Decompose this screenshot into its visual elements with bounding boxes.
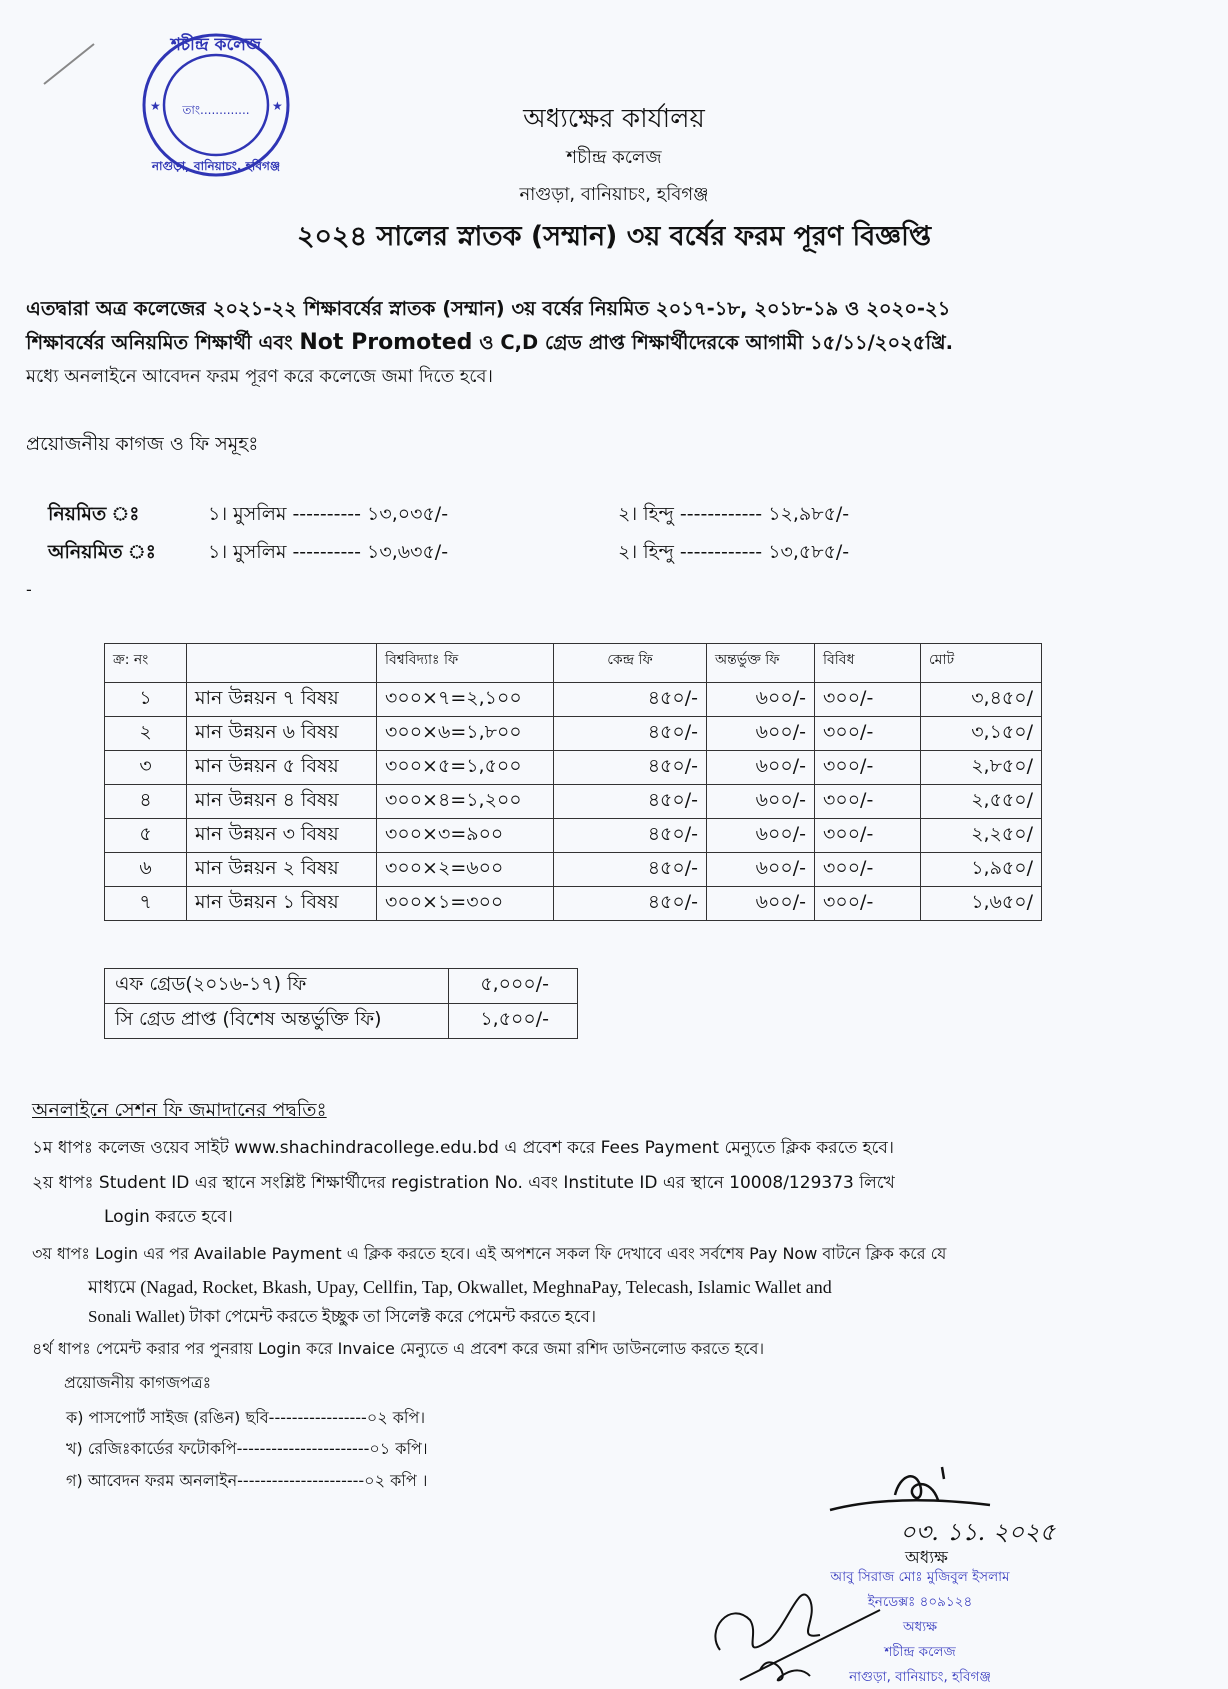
cell-center-fee: ৪৫০/-: [554, 683, 707, 717]
notice-line-1: এতদ্বারা অত্র কলেজের ২০২১-২২ শিক্ষাবর্ষের স্নাতক (সম্মান) ৩য় বর্ষের নিয়মিত ২০১৭-১৮, ২০১৮-১৯ ও ২০২০-২১: [26, 297, 951, 320]
cell-misc-fee: ৩০০/-: [815, 751, 921, 785]
cell-misc-fee: ৩০০/-: [815, 887, 921, 921]
notice-body: [26, 292, 1086, 394]
cell-subject: মান উন্নয়ন ৫ বিষয়: [187, 751, 377, 785]
cell-center-fee: ৪৫০/-: [554, 887, 707, 921]
cell-inclusion-fee: ৬০০/-: [707, 887, 815, 921]
fee-hindu: ২। হিন্দু ------------ ১২,৯৮৫/-: [618, 503, 850, 525]
fee-table: [104, 643, 1042, 921]
cell-inclusion-fee: ৬০০/-: [707, 751, 815, 785]
office-heading: অধ্যক্ষের কার্যালয়: [523, 104, 705, 134]
notice-line-2: [26, 326, 1086, 360]
cell-misc-fee: ৩০০/-: [815, 785, 921, 819]
stamp-line: আবু সিরাজ মোঃ মুজিবুল ইসলাম: [830, 1569, 1010, 1585]
cell-subject: মান উন্নয়ন ১ বিষয়: [187, 887, 377, 921]
cell-inclusion-fee: ৬০০/-: [707, 717, 815, 751]
cell-inclusion-fee: ৬০০/-: [707, 819, 815, 853]
cell-center-fee: ৪৫০/-: [554, 785, 707, 819]
cell-university-fee: ৩০০×৬=১,৮০০: [377, 717, 554, 751]
stamp-line: ইনডেক্সঃ ৪০৯১২৪: [867, 1594, 973, 1610]
header-total: মোট: [921, 644, 1042, 683]
document-item: খ) রেজিঃকার্ডের ফটোকপি-----------------------০১ কপি।: [66, 1439, 428, 1458]
cell-university-fee: ৩০০×৫=১,৫০০: [377, 751, 554, 785]
payment-step-4: ৪র্থ ধাপঃ পেমেন্ট করার পর পুনরায় Login করে Invaice মেন্যুতে এ প্রবেশ করে জমা রশিদ ডাউনলোড করতে হবে।: [32, 1339, 765, 1358]
cell-total: ১,৯৫০/: [921, 853, 1042, 887]
payment-step-1: ১ম ধাপঃ কলেজ ওয়েব সাইট www.shachindracollege.edu.bd এ প্রবেশ করে Fees Payment মেন্যুতে ক্লিক করতে হবে।: [32, 1138, 894, 1158]
payment-step-3-cont: Sonali Wallet) টাকা পেমেন্ট করতে ইচ্ছুক তা সিলেক্ট করে পেমেন্ট করতে হবে।: [88, 1307, 597, 1326]
notice-line-3: মধ্যে অনলাইনে আবেদন ফরম পূরণ করে কলেজে জমা দিতে হবে।: [26, 366, 493, 387]
cell-subject: মান উন্নয়ন ৬ বিষয়: [187, 717, 377, 751]
cell-university-fee: ৩০০×৩=৯০০: [377, 819, 554, 853]
fee-table-row: [105, 717, 1042, 751]
cell-center-fee: ৪৫০/-: [554, 717, 707, 751]
required-fees-title: প্রয়োজনীয় কাগজ ও ফি সমূহঃ: [26, 433, 259, 455]
cell-total: ২,২৫০/: [921, 819, 1042, 853]
extra-fee-value: ৫,০০০/-: [449, 969, 578, 1004]
extra-fee-label: এফ গ্রেড(২০১৬-১৭) ফি: [105, 969, 449, 1004]
cell-subject: মান উন্নয়ন ৪ বিষয়: [187, 785, 377, 819]
cell-center-fee: ৪৫০/-: [554, 751, 707, 785]
stamp-line: অধ্যক্ষ: [902, 1619, 938, 1635]
fee-hindu: ২। হিন্দু ------------ ১৩,৫৮৫/-: [618, 541, 850, 563]
principal-signature-2: [700, 1580, 900, 1685]
payment-step-2: ২য় ধাপঃ Student ID এর স্থানে সংশ্লিষ্ট শিক্ষার্থীদের registration No. এবং Institute ID এর স্থানে 10008/129373 লিখে: [32, 1173, 895, 1193]
extra-fee-value: ১,৫০০/-: [449, 1004, 578, 1039]
seal-top-text: শচীন্দ্র কলেজ: [170, 35, 262, 55]
cell-serial: ৫: [105, 819, 187, 853]
cell-serial: ৪: [105, 785, 187, 819]
header-university-fee: বিশ্ববিদ্যাঃ ফি: [377, 644, 554, 683]
cell-total: ১,৬৫০/: [921, 887, 1042, 921]
fee-table-row: [105, 853, 1042, 887]
cell-inclusion-fee: ৬০০/-: [707, 683, 815, 717]
extra-fee-table: [104, 968, 578, 1039]
fee-table-header: [105, 644, 1042, 683]
fee-table-row: [105, 887, 1042, 921]
notice-line-2-b: ও C,D গ্রেড প্রাপ্ত শিক্ষার্থীদেরকে আগামী ১৫/১১/২০২৫খ্রি.: [472, 331, 953, 354]
stamp-line: নাগুড়া, বানিয়াচং, হবিগঞ্জ: [849, 1669, 991, 1685]
principal-designation: অধ্যক্ষ: [905, 1548, 948, 1568]
cell-misc-fee: ৩০০/-: [815, 683, 921, 717]
header-inclusion-fee: অন্তর্ভুক্ত ফি: [707, 644, 815, 683]
cell-subject: মান উন্নয়ন ৭ বিষয়: [187, 683, 377, 717]
notice-title: ২০২৪ সালের স্নাতক (সম্মান) ৩য় বর্ষের ফরম পূরণ বিজ্ঞপ্তি: [296, 221, 932, 252]
cell-total: ৩,১৫০/: [921, 717, 1042, 751]
payment-step-3: ৩য় ধাপঃ Login এর পর Available Payment এ ক্লিক করতে হবে। এই অপশনে সকল ফি দেখাবে এবং সর্বশেষ Pay Now বাটনে ক্লিক করে যে: [32, 1244, 947, 1263]
cell-serial: ৭: [105, 887, 187, 921]
not-promoted-text: Not Promoted: [299, 330, 473, 355]
cell-subject: মান উন্নয়ন ২ বিষয়: [187, 853, 377, 887]
cell-university-fee: ৩০০×৭=২,১০০: [377, 683, 554, 717]
fee-table-row: [105, 785, 1042, 819]
cell-center-fee: ৪৫০/-: [554, 819, 707, 853]
college-name: শচীন্দ্র কলেজ: [566, 147, 662, 168]
signature-date: ০৩. ১১. ২০২৫: [900, 1518, 1056, 1546]
pen-mark: [38, 38, 98, 88]
cell-total: ২,৮৫০/: [921, 751, 1042, 785]
fee-table-row: [105, 683, 1042, 717]
fee-muslim: ১। মুসলিম ---------- ১৩,০৩৫/-: [208, 503, 449, 525]
cell-serial: ৬: [105, 853, 187, 887]
seal-bottom-text: নাগুড়া, বানিয়াচং, হবিগঞ্জ: [151, 159, 281, 173]
fee-row-label: অনিয়মিত ঃ: [48, 541, 156, 563]
cell-total: ৩,৪৫০/: [921, 683, 1042, 717]
stray-mark: -: [26, 580, 32, 599]
document-item: ক) পাসপোর্ট সাইজ (রঙিন) ছবি-----------------০২ কপি।: [66, 1408, 426, 1427]
svg-text:★: ★: [150, 99, 161, 113]
header-serial: ক্র: নং: [105, 644, 187, 683]
payment-step-3-wallets: মাধ্যমে (Nagad, Rocket, Bkash, Upay, Cellfin, Tap, Okwallet, MeghnaPay, Telecash, Islamic Wallet and: [88, 1277, 832, 1297]
cell-inclusion-fee: ৬০০/-: [707, 785, 815, 819]
header-misc: বিবিধ: [815, 644, 921, 683]
cell-misc-fee: ৩০০/-: [815, 819, 921, 853]
college-address: নাগুড়া, বানিয়াচং, হবিগঞ্জ: [519, 184, 709, 205]
notice-line-2-a: শিক্ষাবর্ষের অনিয়মিত শিক্ষার্থী এবং: [26, 331, 300, 354]
cell-serial: ২: [105, 717, 187, 751]
cell-misc-fee: ৩০০/-: [815, 853, 921, 887]
stamp-line: শচীন্দ্র কলেজ: [884, 1644, 956, 1660]
cell-university-fee: ৩০০×১=৩০০: [377, 887, 554, 921]
seal-center-text: তাং.............: [182, 103, 250, 117]
svg-text:★: ★: [272, 99, 283, 113]
cell-total: ২,৫৫০/: [921, 785, 1042, 819]
fee-table-row: [105, 751, 1042, 785]
cell-serial: ১: [105, 683, 187, 717]
cell-subject: মান উন্নয়ন ৩ বিষয়: [187, 819, 377, 853]
cell-university-fee: ৩০০×২=৬০০: [377, 853, 554, 887]
extra-fee-label: সি গ্রেড প্রাপ্ত (বিশেষ অন্তর্ভুক্তি ফি): [105, 1004, 449, 1039]
extra-fee-row: [105, 1004, 578, 1039]
fee-row-label: নিয়মিত ঃ: [48, 503, 140, 525]
document-item: গ) আবেদন ফরম অনলাইন----------------------০২ কপি ।: [66, 1471, 428, 1490]
fee-muslim: ১। মুসলিম ---------- ১৩,৬৩৫/-: [208, 541, 449, 563]
extra-fee-row: [105, 969, 578, 1004]
payment-method-title: অনলাইনে সেশন ফি জমাদানের পদ্বতিঃ: [32, 1099, 327, 1121]
fee-table-row: [105, 819, 1042, 853]
cell-serial: ৩: [105, 751, 187, 785]
cell-misc-fee: ৩০০/-: [815, 717, 921, 751]
header-center-fee: কেন্দ্র ফি: [554, 644, 707, 683]
cell-center-fee: ৪৫০/-: [554, 853, 707, 887]
cell-inclusion-fee: ৬০০/-: [707, 853, 815, 887]
header-subject: [187, 644, 377, 683]
payment-step-2-cont: Login করতে হবে।: [104, 1207, 233, 1227]
required-documents-title: প্রয়োজনীয় কাগজপত্রঃ: [64, 1373, 212, 1392]
cell-university-fee: ৩০০×৪=১,২০০: [377, 785, 554, 819]
